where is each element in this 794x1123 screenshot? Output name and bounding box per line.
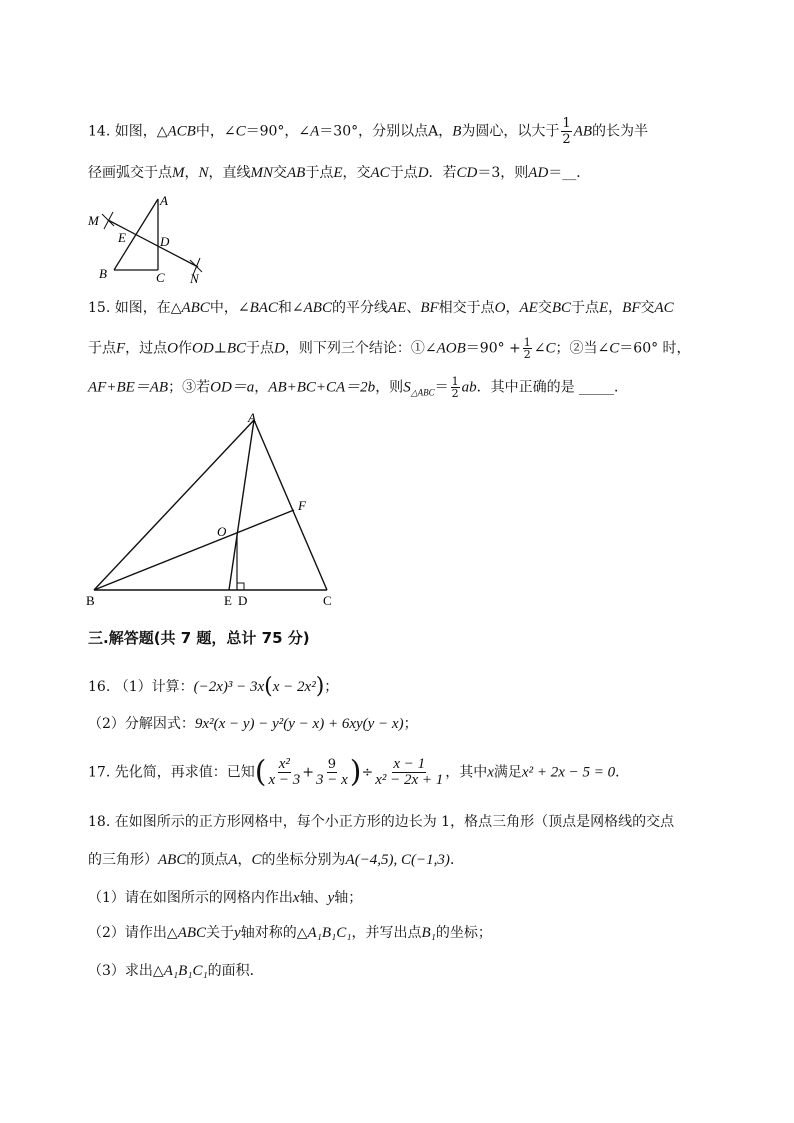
frac-num: 1 <box>451 375 459 388</box>
text: ， <box>505 300 520 316</box>
label-o: O <box>217 524 227 539</box>
segment-ab <box>94 420 254 590</box>
math-var: O <box>167 340 179 357</box>
text: 的坐标； <box>435 925 492 941</box>
math-var: D <box>274 340 285 357</box>
math-var: y <box>327 890 335 906</box>
math-var: CD <box>456 165 478 181</box>
q15-figure <box>80 410 350 610</box>
text: ∠ <box>533 340 546 357</box>
text: 作 <box>178 340 193 357</box>
segment-bf <box>94 510 294 590</box>
math-var: B <box>452 123 462 140</box>
math-var: BF <box>420 300 439 316</box>
text: 满足 <box>493 764 522 781</box>
text: 中，∠ <box>209 300 250 316</box>
math-var: A₁B₁C₁ <box>163 963 208 979</box>
text: ＝90°，∠ <box>245 123 311 140</box>
q15-line-3 <box>88 376 628 402</box>
text: 相交于点 <box>438 300 495 316</box>
q18-part-3 <box>88 961 264 981</box>
text: 于点 <box>246 340 275 357</box>
math-var: ABC <box>177 925 207 941</box>
text: ． <box>449 852 464 868</box>
text: 关于 <box>206 925 235 941</box>
text: 交 <box>273 165 288 181</box>
math-var: C <box>251 852 262 868</box>
text: 轴； <box>334 890 363 906</box>
text: ，直线 <box>208 165 251 181</box>
math-expr: (−2x)³ − 3x <box>193 679 265 695</box>
segment-ac <box>254 420 327 590</box>
frac-num: x − 1 <box>393 756 426 772</box>
math-var: C <box>609 340 620 357</box>
q18-line-1: 18. 在如图所示的正方形网格中，每个小正方形的边长为 1，格点三角形（顶点是网格线的交点 <box>88 814 675 830</box>
q16-part-2 <box>88 714 418 734</box>
q15-line-2 <box>88 337 691 360</box>
text: ；②当∠ <box>555 340 610 357</box>
fraction-3 <box>375 757 443 788</box>
math-var: ACB <box>167 123 196 140</box>
math-var: BC <box>226 340 247 357</box>
math-var: AC <box>370 165 390 181</box>
text: 17. 先化简，再求值：已知 <box>88 764 255 781</box>
label-e: E <box>224 593 232 608</box>
math-var: A <box>228 852 238 868</box>
fraction-half <box>451 376 460 399</box>
text: ；③若 <box>168 379 211 396</box>
fraction-half <box>561 116 571 147</box>
math-expr: OD＝a <box>210 379 255 396</box>
text: 的平分线 <box>331 300 388 316</box>
q18-part-1 <box>88 888 362 908</box>
text: （2）请作出△ <box>88 925 178 941</box>
q18-part-2 <box>88 923 492 943</box>
q18-line-2 <box>88 850 464 870</box>
q17-line <box>88 754 630 790</box>
math-var: AB <box>573 123 593 140</box>
math-var: N <box>198 165 209 181</box>
label-b: B <box>99 266 107 281</box>
text: 中，∠ <box>195 123 236 140</box>
paren-right: ) <box>349 754 362 790</box>
text: ， <box>184 165 199 181</box>
text: 的三角形） <box>88 852 158 868</box>
math-var: BC <box>551 300 571 316</box>
fraction-2 <box>316 757 348 788</box>
math-expr: AB+BC+CA＝2b <box>268 379 376 396</box>
text: ， <box>254 379 269 396</box>
math-expr: 9x²(x − y) − y²(y − x) + 6xy(y − x) <box>194 716 404 732</box>
text: （1）请在如图所示的网格内作出 <box>88 890 293 906</box>
text: 的长为半 <box>592 123 649 140</box>
text: ．其中正确的是 _____． <box>476 379 629 396</box>
text: ； <box>403 716 418 732</box>
math-expr: AF+BE＝AB <box>88 379 169 396</box>
text: 为圆心，以大于 <box>461 123 560 140</box>
text: 和∠ <box>277 300 304 316</box>
label-f: F <box>298 498 306 513</box>
segment-ae <box>229 420 254 590</box>
section-title: 三.解答题(共 7 题，总计 75 分) <box>88 629 310 647</box>
text: 15. 如图，在△ <box>88 300 182 316</box>
label-c: C <box>323 593 332 608</box>
math-var: C <box>235 123 246 140</box>
frac-num: x² <box>278 756 290 772</box>
text: ，交 <box>342 165 371 181</box>
text: 轴对称的△ <box>240 925 308 941</box>
label-n: N <box>190 271 199 284</box>
text: （2）分解因式： <box>88 716 195 732</box>
text: 于点 <box>389 165 418 181</box>
text: ＝3，则 <box>477 165 529 181</box>
math-var: B₁ <box>421 925 436 941</box>
math-expr: A(−4,5), C(−1,3) <box>345 852 450 868</box>
label-m: M <box>88 213 99 228</box>
text: （3）求出△ <box>88 963 164 979</box>
text: ＝90° + <box>465 340 521 357</box>
text: ，则下列三个结论：①∠ <box>284 340 437 357</box>
text: ，则 <box>375 379 404 396</box>
text: ． <box>615 764 630 781</box>
math-sub: △ABC <box>410 387 435 398</box>
label-a: A <box>248 410 256 425</box>
math-var: ab <box>461 379 477 396</box>
label-e: E <box>118 230 126 245</box>
text: ， <box>237 852 252 868</box>
paren-left: ( <box>254 754 267 790</box>
math-var: A₁B₁C₁ <box>307 925 352 941</box>
math-expr: x² + 2x − 5 = 0 <box>521 764 616 781</box>
text: 的面积． <box>207 963 264 979</box>
arc-m <box>102 212 114 229</box>
math-var: O <box>494 300 506 316</box>
fraction-half <box>523 337 532 360</box>
text: ⊥ <box>213 340 227 357</box>
text: 于点 <box>305 165 334 181</box>
frac-den: x² − 2x + 1 <box>375 772 444 788</box>
text: 14. 如图，△ <box>88 123 168 140</box>
frac-den: 2 <box>523 348 531 361</box>
paren-left: ( <box>264 674 273 699</box>
text: 轴、 <box>299 890 328 906</box>
math-var: D <box>417 165 429 181</box>
q15-line-1 <box>88 298 674 318</box>
math-var: E <box>598 300 609 316</box>
text: 的顶点 <box>186 852 229 868</box>
math-var: ABC <box>158 852 187 868</box>
operator: + <box>302 764 314 781</box>
math-var: MN <box>250 165 274 181</box>
frac-den: 2 <box>562 132 571 147</box>
text: 径画弧交于点 <box>88 165 172 181</box>
q16-part-1 <box>88 672 338 702</box>
q14-figure <box>86 192 216 284</box>
math-var: F <box>116 340 126 357</box>
frac-num: 1 <box>562 116 571 131</box>
label-d: D <box>160 234 170 249</box>
label-d: D <box>238 593 248 608</box>
q14-line-1 <box>88 116 648 147</box>
text: 于点 <box>88 340 116 357</box>
frac-num: 9 <box>327 757 336 772</box>
text: ， <box>608 300 623 316</box>
text: 交 <box>640 300 655 316</box>
fraction-1 <box>268 757 300 788</box>
frac-den: x − 3 <box>268 772 301 788</box>
math-var: BAC <box>249 300 278 316</box>
q14-line-2 <box>88 163 590 183</box>
math-var: C <box>545 340 556 357</box>
frac-num: 1 <box>523 336 531 349</box>
text: ，过点 <box>125 340 168 357</box>
text: 的坐标分别为 <box>261 852 346 868</box>
frac-den: 3 − x <box>315 772 348 788</box>
text: ＝ <box>434 379 449 396</box>
math-var: S <box>403 379 411 396</box>
text: 交 <box>537 300 552 316</box>
math-var: AB <box>287 165 306 181</box>
text: ，并写出点 <box>351 925 422 941</box>
math-var: x <box>292 890 300 906</box>
text: 、 <box>406 300 421 316</box>
text: ＝30°，分别以点A， <box>319 123 453 140</box>
text: 16. （1）计算： <box>88 679 194 695</box>
text: ＝__． <box>548 165 591 181</box>
frac-den: 2 <box>451 387 459 400</box>
math-var: A <box>310 123 320 140</box>
operator: ÷ <box>361 764 374 781</box>
math-var: OD <box>192 340 214 357</box>
label-a: A <box>160 193 168 208</box>
math-var: ABC <box>303 300 332 316</box>
math-var: AOB <box>436 340 466 357</box>
label-c: C <box>156 270 165 284</box>
math-expr: x − 2x² <box>272 679 316 695</box>
text: ．若 <box>428 165 457 181</box>
math-var: E <box>333 165 343 181</box>
right-angle-mark <box>237 583 244 590</box>
text: 于点 <box>570 300 599 316</box>
math-var: x <box>487 764 494 781</box>
math-var: AE <box>519 300 538 316</box>
math-var: AD <box>528 165 549 181</box>
text: ； <box>324 679 339 695</box>
text: ＝60° 时， <box>619 340 691 357</box>
label-b: B <box>86 593 95 608</box>
text: ，其中 <box>445 764 488 781</box>
paren-right: ) <box>315 674 325 699</box>
math-var: ABC <box>181 300 210 316</box>
math-var: y <box>234 925 241 941</box>
math-var: M <box>172 165 185 181</box>
math-var: AE <box>387 300 407 316</box>
math-var: BF <box>622 300 641 316</box>
math-var: AC <box>654 300 674 316</box>
